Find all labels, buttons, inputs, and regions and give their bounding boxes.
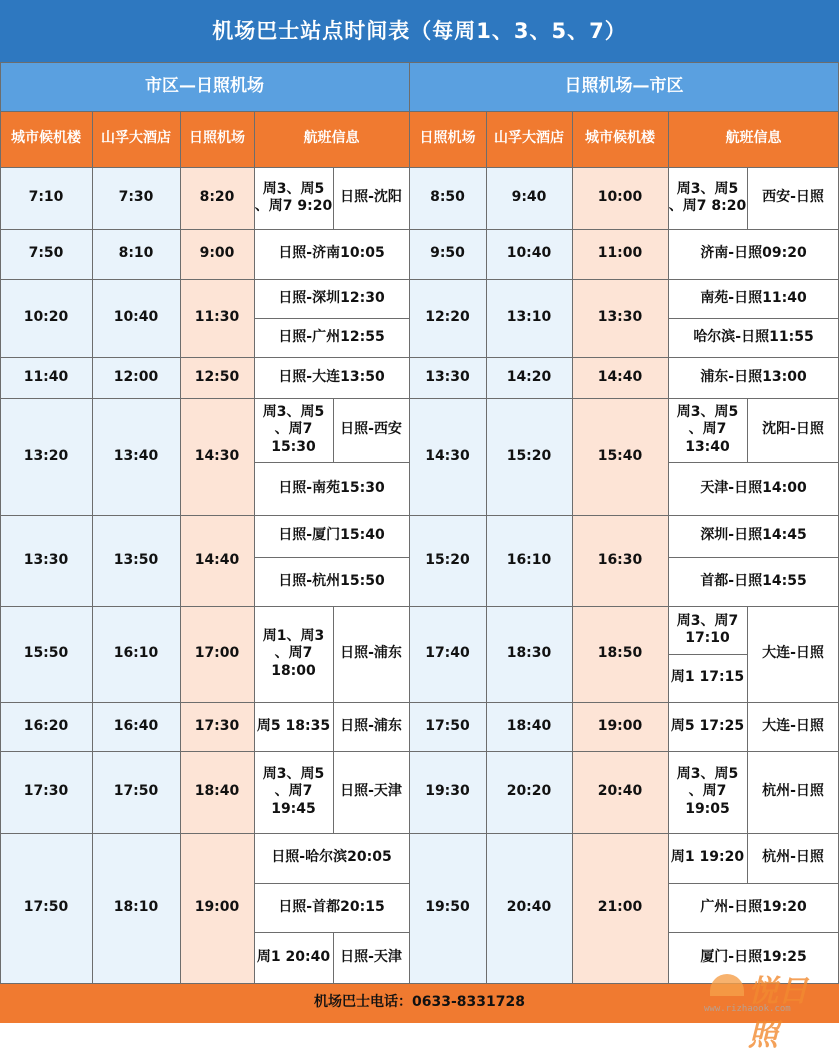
grid-line	[333, 751, 334, 833]
flight-info: 日照-杭州15:50	[254, 557, 409, 606]
grid-line	[92, 111, 93, 983]
flight-info: 日照-广州12:55	[254, 318, 409, 357]
flight-info: 日照-深圳12:30	[254, 279, 409, 318]
flight-info: 南苑-日照11:40	[668, 279, 839, 318]
grid-line	[333, 167, 334, 229]
grid-line	[668, 654, 747, 655]
watermark-logo-text: 悦日照	[748, 974, 808, 1053]
grid-line	[668, 462, 839, 463]
phone-footer: 机场巴士电话：0633-8331728	[0, 983, 839, 1023]
time-cell: 10:40	[486, 229, 572, 279]
time-cell: 9:50	[409, 229, 486, 279]
time-cell: 16:10	[486, 515, 572, 606]
flight-info: 日照-济南10:05	[254, 229, 409, 279]
flight-info: 日照-哈尔滨20:05	[254, 833, 409, 883]
grid-line	[254, 111, 255, 983]
time-cell: 10:00	[572, 167, 668, 229]
time-cell: 9:00	[180, 229, 254, 279]
flight-days: 周1、周3 、周7 18:00	[254, 606, 333, 702]
column-header: 航班信息	[668, 111, 839, 167]
time-cell: 13:50	[92, 515, 180, 606]
time-cell: 17:50	[0, 833, 92, 983]
time-cell: 8:50	[409, 167, 486, 229]
flight-days: 周5 18:35	[254, 702, 333, 751]
time-cell: 13:30	[409, 357, 486, 398]
grid-line	[747, 751, 748, 833]
time-cell: 15:40	[572, 398, 668, 515]
grid-line	[747, 833, 748, 883]
time-cell: 16:40	[92, 702, 180, 751]
time-cell: 18:10	[92, 833, 180, 983]
grid-line	[747, 398, 748, 462]
time-cell: 11:00	[572, 229, 668, 279]
time-cell: 17:50	[92, 751, 180, 833]
time-cell: 19:00	[572, 702, 668, 751]
time-cell: 7:30	[92, 167, 180, 229]
flight-route: 日照-天津	[333, 751, 409, 833]
flight-route: 西安-日照	[747, 167, 839, 229]
grid-line	[0, 751, 839, 752]
watermark-url: www.rizhaook.com	[704, 1004, 791, 1014]
grid-line	[254, 883, 409, 884]
time-cell: 21:00	[572, 833, 668, 983]
flight-route: 日照-西安	[333, 398, 409, 462]
time-cell: 18:30	[486, 606, 572, 702]
direction-to-airport: 市区—日照机场	[0, 62, 409, 111]
time-cell: 14:20	[486, 357, 572, 398]
grid-line	[254, 932, 409, 933]
flight-route: 杭州-日照	[747, 751, 839, 833]
time-cell: 20:40	[572, 751, 668, 833]
flight-route: 杭州-日照	[747, 833, 839, 883]
watermark-logo	[700, 960, 836, 1053]
time-cell: 18:50	[572, 606, 668, 702]
grid-line	[409, 111, 410, 983]
flight-route: 日照-沈阳	[333, 167, 409, 229]
time-cell: 15:20	[409, 515, 486, 606]
time-cell: 20:40	[486, 833, 572, 983]
time-cell: 10:20	[0, 279, 92, 357]
flight-days: 周3、周5 、周7 9:20	[254, 167, 333, 229]
time-cell: 14:40	[180, 515, 254, 606]
grid-line	[0, 606, 839, 607]
sun-icon	[710, 974, 744, 996]
time-cell: 10:40	[92, 279, 180, 357]
flight-days: 周3、周5 、周7 8:20	[668, 167, 747, 229]
grid-line	[668, 318, 839, 319]
time-cell: 15:20	[486, 398, 572, 515]
time-cell: 13:30	[572, 279, 668, 357]
grid-line	[0, 62, 1, 983]
time-cell: 19:30	[409, 751, 486, 833]
flight-days: 周1 20:40	[254, 932, 333, 983]
time-cell: 17:00	[180, 606, 254, 702]
time-cell: 12:00	[92, 357, 180, 398]
grid-line	[668, 932, 839, 933]
grid-line	[254, 462, 409, 463]
grid-line	[333, 398, 334, 462]
grid-line	[0, 229, 839, 230]
time-cell: 14:30	[409, 398, 486, 515]
flight-info: 深圳-日照14:45	[668, 515, 839, 557]
grid-line	[747, 167, 748, 229]
column-header: 山孚大酒店	[486, 111, 572, 167]
time-cell: 8:10	[92, 229, 180, 279]
time-cell: 14:40	[572, 357, 668, 398]
grid-line	[668, 883, 839, 884]
grid-line	[486, 111, 487, 983]
flight-info: 广州-日照19:20	[668, 883, 839, 932]
time-cell: 9:40	[486, 167, 572, 229]
time-cell: 17:30	[0, 751, 92, 833]
time-cell: 15:50	[0, 606, 92, 702]
flight-info: 日照-大连13:50	[254, 357, 409, 398]
flight-info: 济南-日照09:20	[668, 229, 839, 279]
time-cell: 8:20	[180, 167, 254, 229]
column-header: 城市候机楼	[0, 111, 92, 167]
time-cell: 18:40	[180, 751, 254, 833]
grid-line	[747, 606, 748, 702]
flight-info: 厦门-日照19:25	[668, 932, 839, 983]
flight-days: 周3、周5 、周7 13:40	[668, 398, 747, 462]
grid-line	[747, 702, 748, 751]
time-cell: 13:40	[92, 398, 180, 515]
grid-line	[0, 357, 839, 358]
flight-days: 周1 19:20	[668, 833, 747, 883]
flight-info: 首都-日照14:55	[668, 557, 839, 606]
flight-route: 沈阳-日照	[747, 398, 839, 462]
flight-info: 日照-首都20:15	[254, 883, 409, 932]
grid-line	[0, 833, 839, 834]
time-cell: 16:10	[92, 606, 180, 702]
page-title: 机场巴士站点时间表（每周1、3、5、7）	[0, 0, 839, 62]
time-cell: 11:40	[0, 357, 92, 398]
grid-line	[668, 111, 669, 983]
grid-line	[409, 62, 410, 111]
time-cell: 20:20	[486, 751, 572, 833]
grid-line	[333, 932, 334, 983]
time-cell: 12:20	[409, 279, 486, 357]
column-header: 城市候机楼	[572, 111, 668, 167]
time-cell: 19:50	[409, 833, 486, 983]
flight-days: 周3、周5 、周7 19:05	[668, 751, 747, 833]
column-header: 日照机场	[409, 111, 486, 167]
flight-route: 日照-天津	[333, 932, 409, 983]
grid-line	[0, 702, 839, 703]
flight-days: 周5 17:25	[668, 702, 747, 751]
time-cell: 16:30	[572, 515, 668, 606]
time-cell: 18:40	[486, 702, 572, 751]
column-header: 航班信息	[254, 111, 409, 167]
flight-info: 天津-日照14:00	[668, 462, 839, 515]
flight-route: 大连-日照	[747, 606, 839, 702]
time-cell: 16:20	[0, 702, 92, 751]
time-cell: 7:50	[0, 229, 92, 279]
flight-days: 周1 17:15	[668, 654, 747, 702]
grid-line	[333, 702, 334, 751]
grid-line	[333, 606, 334, 702]
time-cell: 14:30	[180, 398, 254, 515]
time-cell: 17:40	[409, 606, 486, 702]
flight-days: 周3、周7 17:10	[668, 606, 747, 654]
grid-line	[0, 62, 839, 63]
time-cell: 17:30	[180, 702, 254, 751]
time-cell: 7:10	[0, 167, 92, 229]
grid-line	[572, 111, 573, 983]
time-cell: 13:30	[0, 515, 92, 606]
flight-days: 周3、周5 、周7 15:30	[254, 398, 333, 462]
grid-line	[0, 279, 839, 280]
grid-line	[0, 167, 839, 168]
grid-line	[0, 398, 839, 399]
time-cell: 19:00	[180, 833, 254, 983]
grid-line	[0, 111, 839, 112]
time-cell: 13:20	[0, 398, 92, 515]
grid-line	[0, 515, 839, 516]
flight-days: 周3、周5 、周7 19:45	[254, 751, 333, 833]
flight-info: 日照-南苑15:30	[254, 462, 409, 515]
flight-route: 日照-浦东	[333, 606, 409, 702]
time-cell: 13:10	[486, 279, 572, 357]
flight-route: 日照-浦东	[333, 702, 409, 751]
column-header: 山孚大酒店	[92, 111, 180, 167]
flight-info: 日照-厦门15:40	[254, 515, 409, 557]
column-header: 日照机场	[180, 111, 254, 167]
flight-info: 浦东-日照13:00	[668, 357, 839, 398]
direction-from-airport: 日照机场—市区	[409, 62, 839, 111]
time-cell: 12:50	[180, 357, 254, 398]
grid-line	[180, 111, 181, 983]
time-cell: 17:50	[409, 702, 486, 751]
time-cell: 11:30	[180, 279, 254, 357]
grid-line	[254, 557, 409, 558]
flight-info: 哈尔滨-日照11:55	[668, 318, 839, 357]
grid-line	[254, 318, 409, 319]
grid-line	[668, 557, 839, 558]
flight-route: 大连-日照	[747, 702, 839, 751]
